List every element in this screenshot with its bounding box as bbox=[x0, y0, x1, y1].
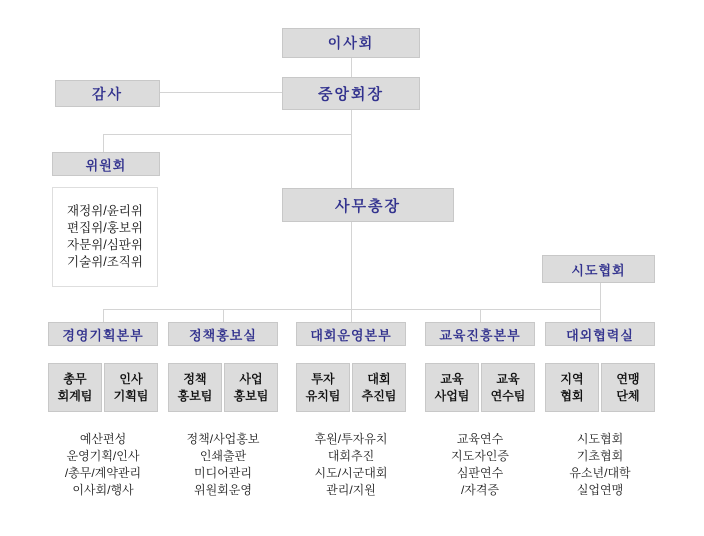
team-line: 교육 bbox=[440, 371, 464, 386]
duty-item: 시도/시군대회 bbox=[314, 466, 388, 480]
team-line: 교육 bbox=[496, 371, 520, 386]
team-box bbox=[168, 363, 222, 412]
connector-stub-dept3 bbox=[351, 309, 352, 322]
connector-president-secretary bbox=[351, 110, 352, 188]
connector-board-president bbox=[351, 58, 352, 77]
duty-list-1 bbox=[33, 431, 173, 499]
duty-item: 미디어관리 bbox=[194, 466, 252, 480]
team-line: 지역 bbox=[560, 371, 584, 386]
duty-item: 기초협회 bbox=[576, 449, 624, 463]
connector-regional-drop bbox=[600, 283, 601, 322]
team-box bbox=[352, 363, 406, 412]
node-committee: 위원회 bbox=[52, 152, 160, 176]
duty-item: 대회추진 bbox=[327, 449, 375, 463]
team-box bbox=[48, 363, 102, 412]
committee-item: 기술위/조직위 bbox=[67, 255, 143, 269]
team-box bbox=[481, 363, 535, 412]
node-auditor: 감사 bbox=[55, 80, 160, 107]
dept-header-3: 대회운영본부 bbox=[296, 322, 406, 346]
team-line: 홍보팀 bbox=[177, 388, 213, 403]
duty-item: 정책/사업홍보 bbox=[186, 432, 260, 446]
team-box bbox=[224, 363, 278, 412]
connector-secretary-down bbox=[351, 222, 352, 309]
team-line: 기획팀 bbox=[113, 388, 149, 403]
team-line: 협회 bbox=[560, 388, 584, 403]
duty-item: /총무/계약관리 bbox=[64, 466, 142, 480]
connector-auditor-president bbox=[160, 92, 282, 93]
duty-item: 운영기획/인사 bbox=[66, 449, 140, 463]
duty-item: 이사회/행사 bbox=[72, 483, 134, 497]
dept-header-5: 대외협력실 bbox=[545, 322, 655, 346]
duty-item: 심판연수 bbox=[456, 466, 504, 480]
node-secretary-general: 사무총장 bbox=[282, 188, 454, 222]
duty-item: 위원회운영 bbox=[194, 483, 252, 497]
committee-item: 편집위/홍보위 bbox=[67, 221, 143, 235]
team-box bbox=[601, 363, 655, 412]
duty-item: 후원/투자유치 bbox=[314, 432, 388, 446]
team-line: 정책 bbox=[183, 371, 207, 386]
duty-list-2 bbox=[153, 431, 293, 499]
team-line: 대회 bbox=[367, 371, 391, 386]
node-president: 중앙회장 bbox=[282, 77, 420, 110]
team-box bbox=[425, 363, 479, 412]
team-line: 연맹 bbox=[616, 371, 640, 386]
duty-list-5 bbox=[530, 431, 670, 499]
duty-item: 시도협회 bbox=[576, 432, 624, 446]
duty-item: 지도자인증 bbox=[451, 449, 509, 463]
duty-item: 실업연맹 bbox=[576, 483, 624, 497]
team-box bbox=[104, 363, 158, 412]
duty-item: 관리/지원 bbox=[326, 483, 376, 497]
duty-item: 예산편성 bbox=[79, 432, 127, 446]
duty-item: 교육연수 bbox=[456, 432, 504, 446]
dept-header-4: 교육진흥본부 bbox=[425, 322, 535, 346]
node-regional-association: 시도협회 bbox=[542, 255, 655, 283]
duty-item: 유소년/대학 bbox=[569, 466, 631, 480]
team-line: 회계팀 bbox=[57, 388, 93, 403]
connector-stub-dept4 bbox=[480, 309, 481, 322]
team-line: 추진팀 bbox=[361, 388, 397, 403]
connector-stub-dept2 bbox=[223, 309, 224, 322]
dept-header-1: 경영기획본부 bbox=[48, 322, 158, 346]
duty-list-3 bbox=[281, 431, 421, 499]
committee-item: 자문위/심판위 bbox=[67, 238, 143, 252]
team-box bbox=[545, 363, 599, 412]
duty-list-4 bbox=[410, 431, 550, 499]
team-line: 사업팀 bbox=[434, 388, 470, 403]
team-line: 사업 bbox=[239, 371, 263, 386]
team-line: 연수팀 bbox=[490, 388, 526, 403]
team-line: 투자 bbox=[311, 371, 335, 386]
team-line: 단체 bbox=[616, 388, 640, 403]
team-line: 총무 bbox=[63, 371, 87, 386]
team-line: 인사 bbox=[119, 371, 143, 386]
connector-stub-dept1 bbox=[103, 309, 104, 322]
connector-committee-drop bbox=[103, 134, 104, 152]
dept-header-2: 정책홍보실 bbox=[168, 322, 278, 346]
committee-item: 재정위/윤리위 bbox=[67, 204, 143, 218]
committee-list bbox=[52, 187, 158, 287]
team-box bbox=[296, 363, 350, 412]
team-line: 유치팀 bbox=[305, 388, 341, 403]
team-line: 홍보팀 bbox=[233, 388, 269, 403]
connector-committee-branch bbox=[103, 134, 352, 135]
connector-departments-bus bbox=[103, 309, 601, 310]
duty-item: /자격증 bbox=[460, 483, 500, 497]
node-board: 이사회 bbox=[282, 28, 420, 58]
duty-item: 인쇄출판 bbox=[199, 449, 247, 463]
